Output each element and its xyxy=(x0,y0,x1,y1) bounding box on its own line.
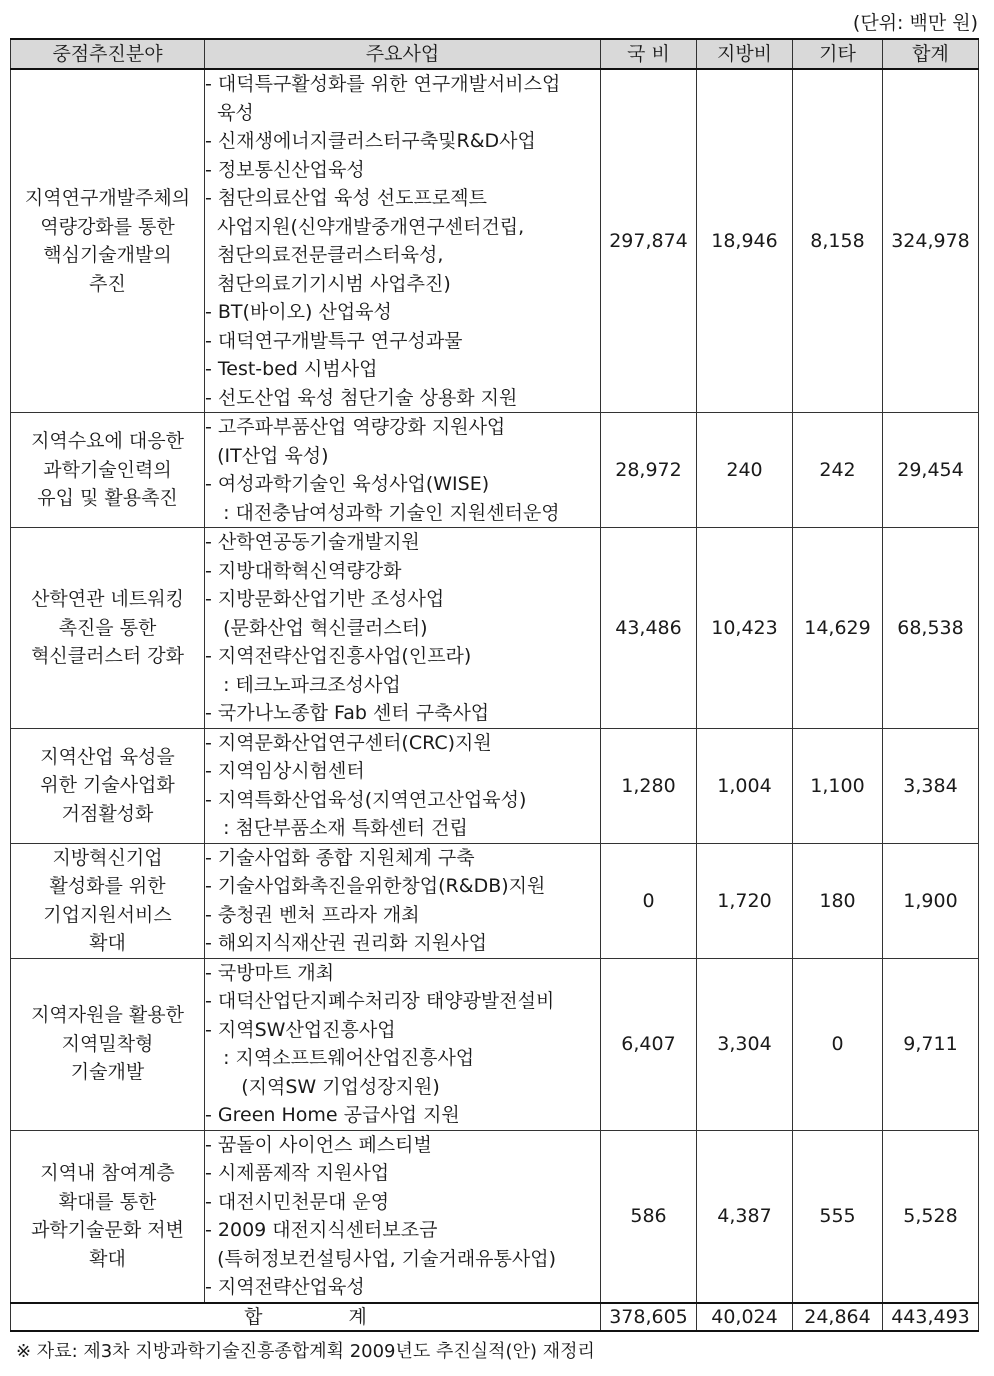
amount-local: 3,304 xyxy=(697,958,793,1130)
project-line: - 기술사업화 종합 지원체계 구축 xyxy=(205,846,475,869)
amount-other: 14,629 xyxy=(793,528,883,729)
focus-area-line: 위한 기술사업화 xyxy=(40,774,175,797)
total-other: 24,864 xyxy=(793,1303,883,1331)
focus-area-line: 활성화를 위한 xyxy=(49,875,166,897)
project-line: - Test-bed 시범사업 xyxy=(205,358,378,380)
project-line: - 국방마트 개최 xyxy=(205,961,335,984)
focus-area-line: 산학연관 네트워킹 xyxy=(31,588,184,610)
project-line: - 선도산업 육성 첨단기술 상용화 지원 xyxy=(205,386,518,409)
focus-area-line: 지역산업 육성을 xyxy=(40,745,175,768)
budget-table xyxy=(10,38,979,1332)
project-line: - 지역특화산업육성(지역연고산업육성) xyxy=(205,788,527,811)
focus-area-line: 핵심기술개발의 xyxy=(43,244,172,266)
focus-area-cell xyxy=(11,528,205,729)
projects-cell xyxy=(205,528,601,729)
project-line: : 대전충남여성과학 기술인 지원센터운영 xyxy=(205,501,560,524)
project-line: - 시제품제작 지원사업 xyxy=(205,1162,390,1184)
project-line: : 테크노파크조성사업 xyxy=(205,673,401,696)
total-sum: 443,493 xyxy=(883,1303,979,1331)
focus-area-line: 지역자원을 활용한 xyxy=(31,1004,184,1027)
focus-area-line: 지방혁신기업 xyxy=(52,846,163,869)
focus-area-line: 지역밀착형 xyxy=(61,1032,154,1055)
project-line: - 지역전략산업진흥사업(인프라) xyxy=(205,645,472,667)
projects-cell xyxy=(205,1130,601,1303)
projects-cell xyxy=(205,413,601,528)
amount-other: 555 xyxy=(793,1130,883,1303)
focus-area-line: 유입 및 활용촉진 xyxy=(37,487,178,510)
total-local: 40,024 xyxy=(697,1303,793,1331)
table-row xyxy=(11,413,979,528)
amount-total: 324,978 xyxy=(883,69,979,413)
projects-cell xyxy=(205,728,601,843)
projects-cell xyxy=(205,69,601,413)
focus-area-line: 지역수요에 대응한 xyxy=(31,430,184,453)
header-other: 기타 xyxy=(793,39,883,69)
header-projects: 주요사업 xyxy=(205,39,601,69)
amount-national: 28,972 xyxy=(601,413,697,528)
focus-area-cell xyxy=(11,843,205,958)
table-row xyxy=(11,1130,979,1303)
focus-area-line: 거점활성화 xyxy=(61,802,154,825)
table-body xyxy=(11,69,979,1303)
amount-national: 1,280 xyxy=(601,728,697,843)
header-total: 합계 xyxy=(883,39,979,69)
focus-area-cell xyxy=(11,1130,205,1303)
focus-area-cell xyxy=(11,728,205,843)
focus-area-line: 과학기술문화 저변 xyxy=(31,1219,184,1241)
header-national: 국 비 xyxy=(601,39,697,69)
focus-area-line: 확대를 통한 xyxy=(58,1190,157,1213)
amount-total: 1,900 xyxy=(883,843,979,958)
focus-area-line: 촉진을 통한 xyxy=(58,616,157,639)
project-line: - BT(바이오) 산업육성 xyxy=(205,301,392,323)
table-row xyxy=(11,69,979,413)
table-row xyxy=(11,528,979,729)
unit-note: (단위: 백만 원) xyxy=(852,12,978,34)
header-area: 중점추진분야 xyxy=(11,39,205,69)
project-line: - 첨단의료산업 육성 선도프로젝트 xyxy=(205,187,487,209)
focus-area-line: 확대 xyxy=(89,1247,126,1270)
amount-local: 1,004 xyxy=(697,728,793,843)
amount-national: 43,486 xyxy=(601,528,697,729)
focus-area-cell xyxy=(11,413,205,528)
total-national: 378,605 xyxy=(601,1303,697,1331)
project-line: - 대덕특구활성화를 위한 연구개발서비스업 xyxy=(205,73,561,95)
project-line: - 국가나노종합 Fab 센터 구축사업 xyxy=(205,702,490,724)
focus-area-line: 지역연구개발주체의 xyxy=(24,187,191,209)
project-line: (IT산업 육성) xyxy=(205,444,329,467)
project-line: - 지역임상시험센터 xyxy=(205,760,365,782)
focus-area-line: 지역내 참여계층 xyxy=(40,1162,175,1184)
amount-local: 10,423 xyxy=(697,528,793,729)
total-label: 합 계 xyxy=(11,1303,601,1331)
focus-area-line: 역량강화를 통한 xyxy=(40,215,175,238)
project-line: - 지역전략산업육성 xyxy=(205,1276,365,1298)
project-line: - 신재생에너지클러스터구축및R&D사업 xyxy=(205,130,536,152)
focus-area-cell xyxy=(11,958,205,1130)
project-line: (문화산업 혁신클러스터) xyxy=(205,616,428,639)
amount-national: 6,407 xyxy=(601,958,697,1130)
project-line: (특허정보컨설팅사업, 기술거래유통사업) xyxy=(205,1247,557,1270)
project-line: 첨단의료전문클러스터육성, xyxy=(205,244,444,266)
project-line: - 2009 대전지식센터보조금 xyxy=(205,1219,438,1241)
amount-other: 0 xyxy=(793,958,883,1130)
amount-total: 9,711 xyxy=(883,958,979,1130)
project-line: (지역SW 기업성장지원) xyxy=(205,1075,440,1098)
table-row xyxy=(11,728,979,843)
project-line: - 지역SW산업진흥사업 xyxy=(205,1018,396,1041)
amount-national: 0 xyxy=(601,843,697,958)
project-line: - 기술사업화촉진을위한창업(R&DB)지원 xyxy=(205,875,546,897)
header-row xyxy=(11,39,979,69)
focus-area-line: 추진 xyxy=(89,272,126,295)
amount-total: 3,384 xyxy=(883,728,979,843)
header-local: 지방비 xyxy=(697,39,793,69)
total-row xyxy=(11,1303,979,1331)
amount-total: 68,538 xyxy=(883,528,979,729)
amount-other: 1,100 xyxy=(793,728,883,843)
project-line: - 충청권 벤처 프라자 개최 xyxy=(205,903,420,926)
source-note: ※ 자료: 제3차 지방과학기술진흥종합계획 2009년도 추진실적(안) 재정리 xyxy=(16,1341,595,1362)
amount-total: 5,528 xyxy=(883,1130,979,1303)
amount-local: 240 xyxy=(697,413,793,528)
project-line: - 지방대학혁신역량강화 xyxy=(205,559,402,582)
focus-area-line: 기술개발 xyxy=(70,1061,145,1084)
amount-other: 180 xyxy=(793,843,883,958)
project-line: 육성 xyxy=(205,101,254,124)
project-line: - Green Home 공급사업 지원 xyxy=(205,1104,460,1126)
amount-local: 18,946 xyxy=(697,69,793,413)
project-line: - 고주파부품산업 역량강화 지원사업 xyxy=(205,416,506,438)
focus-area-cell xyxy=(11,69,205,413)
projects-cell xyxy=(205,958,601,1130)
project-line: - 여성과학기술인 육성사업(WISE) xyxy=(205,473,490,495)
amount-national: 586 xyxy=(601,1130,697,1303)
project-line: : 지역소프트웨어산업진흥사업 xyxy=(205,1047,475,1069)
amount-other: 242 xyxy=(793,413,883,528)
project-line: - 꿈돌이 사이언스 페스티벌 xyxy=(205,1133,432,1156)
project-line: - 대덕산업단지폐수처리장 태양광발전설비 xyxy=(205,990,555,1012)
amount-local: 1,720 xyxy=(697,843,793,958)
focus-area-line: 혁신클러스터 강화 xyxy=(31,645,184,667)
project-line: - 정보통신산업육성 xyxy=(205,158,365,181)
focus-area-line: 과학기술인력의 xyxy=(43,458,172,481)
project-line: - 지방문화산업기반 조성사업 xyxy=(205,588,445,610)
project-line: 첨단의료기기시범 사업추진) xyxy=(205,272,451,295)
project-line: 사업지원(신약개발중개연구센터건립, xyxy=(205,215,525,238)
amount-total: 29,454 xyxy=(883,413,979,528)
project-line: - 산학연공동기술개발지원 xyxy=(205,531,420,553)
project-line: : 첨단부품소재 특화센터 건립 xyxy=(205,817,468,839)
project-line: - 대전시민천문대 운영 xyxy=(205,1190,390,1213)
projects-cell xyxy=(205,843,601,958)
table-row xyxy=(11,843,979,958)
project-line: - 지역문화산업연구센터(CRC)지원 xyxy=(205,731,492,754)
project-line: - 해외지식재산권 권리화 지원사업 xyxy=(205,932,487,954)
focus-area-line: 확대 xyxy=(89,932,126,954)
amount-other: 8,158 xyxy=(793,69,883,413)
focus-area-line: 기업지원서비스 xyxy=(43,903,172,926)
project-line: - 대덕연구개발특구 연구성과물 xyxy=(205,329,463,352)
amount-local: 4,387 xyxy=(697,1130,793,1303)
table-row xyxy=(11,958,979,1130)
amount-national: 297,874 xyxy=(601,69,697,413)
